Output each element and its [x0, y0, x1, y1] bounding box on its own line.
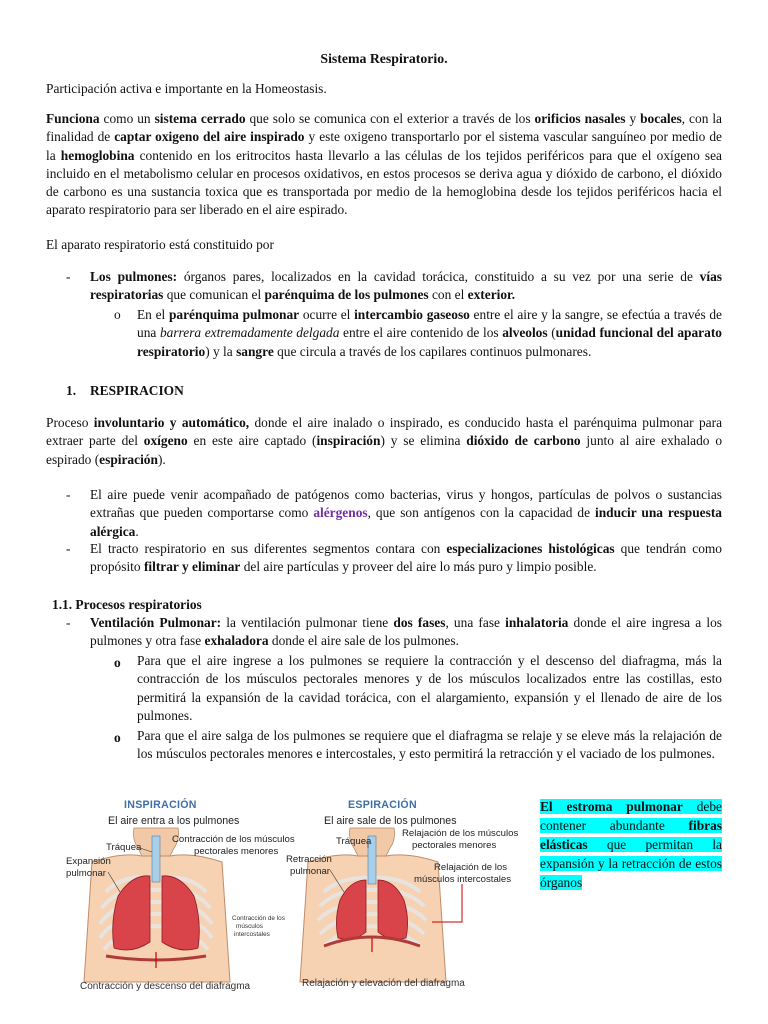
expiration-subtitle: El aire sale de los pulmones: [324, 815, 457, 827]
sub-bullet: o: [114, 307, 121, 322]
list-item-ventilacion: Ventilación Pulmonar: la ventilación pulmonar tiene dos fases, una fase inhalatoria donde el aire ingresa a los pulmones y otra fase exhaladora donde el aire sale de los pulmones.: [90, 615, 722, 649]
trachea: [152, 836, 160, 882]
subsection-heading-procesos: 1.1. Procesos respiratorios: [52, 597, 202, 612]
paragraph-constituido: El aparato respiratorio está constituido por: [46, 237, 274, 252]
label-interc-1: Relajación de los: [434, 862, 508, 873]
list-item-tracto: El tracto respiratorio en sus diferentes segmentos contara con especializaciones histológicas que tendrán como propósito filtrar y eliminar del aire partículas y proveer del aire lo más puro y limpio posible.: [90, 541, 723, 575]
sub-item-salida-aire: Para que el aire salga de los pulmones se requiere que el diafragma se relaje y se eleve más la relajación de los músculos pectorales menores e intercostales, y esto permitirá la retracción y el vaciado de los pulmones.: [137, 728, 722, 762]
label-retraccion-1: Retracción: [286, 854, 332, 865]
label-interc-1: Contracción de los: [232, 915, 285, 922]
paragraph-proceso: Proceso involuntario y automático, donde el aire inalado o inspirado, es conducido hasta el parénquima pulmonar para extraer parte del oxígeno en este aire captado (inspiración) y se elimina dióxido de carbono junto al aire exhalado o espirado (espiración).: [46, 415, 723, 467]
list-bullet: -: [66, 269, 71, 284]
label-relaj-2: pectorales menores: [412, 840, 497, 851]
inspiration-caption: Contracción y descenso del diafragma: [80, 981, 251, 992]
label-expansion-2: pulmonar: [66, 868, 106, 879]
expiration-panel: [286, 798, 518, 989]
sub-item-ingreso-aire: Para que el aire ingrese a los pulmones se requiere la contracción y el descenso del diafragma, más la contracción de los músculos pectorales menores y de los músculos localizados entre las costillas, esto permitirá la expansión de la cavidad torácica, con el alargamiento, expansión y el llenado de aire de los pulmones.: [137, 653, 722, 723]
list-item-patogenos: El aire puede venir acompañado de patógenos como bacterias, virus y hongos, partículas de polvos o sustancias extrañas que pueden comportarse como alérgenos, que son antígenos con la capacidad de inducir una respuesta alérgica.: [90, 487, 722, 539]
document-title: Sistema Respiratorio.: [320, 51, 448, 66]
label-relaj-1: Relajación de los músculos: [402, 828, 519, 839]
respiration-figure: [62, 792, 530, 1002]
sub-item-parenquima: En el parénquima pulmonar ocurre el intercambio gaseoso entre el aire y la sangre, se efectúa a través de una barrera extremadamente delgada entre el aire contenido de los alveolos (unidad funcional del aparato respiratorio) y la sangre que circula a través de los capilares continuos pulmonares.: [137, 307, 722, 359]
label-interc-3: intercostales: [234, 931, 270, 938]
list-bullet: -: [66, 615, 71, 630]
list-bullet: -: [66, 487, 71, 502]
inspiration-subtitle: El aire entra a los pulmones: [108, 815, 240, 827]
expiration-caption: Relajación y elevación del diafragma: [302, 978, 465, 989]
list-item-pulmones: Los pulmones: órganos pares, localizados en la cavidad torácica, constituido a su vez por una serie de vías respiratorias que comunican el parénquima de los pulmones con el exterior.: [90, 269, 722, 303]
label-contraccion-2: pectorales menores: [194, 846, 279, 857]
label-interc-2: músculos intercostales: [414, 874, 512, 885]
inspiration-panel: [66, 798, 295, 992]
label-interc-2: músculos: [236, 923, 263, 930]
inspiration-title: INSPIRACIÓN: [124, 799, 197, 811]
label-contraccion-1: Contracción de los músculos: [172, 834, 295, 845]
label-expansion-1: Expansión: [66, 856, 111, 867]
expiration-title: ESPIRACIÓN: [348, 799, 417, 811]
label-traquea: Tráquea: [336, 836, 372, 847]
label-retraccion-2: pulmonar: [290, 866, 330, 877]
sub-bullet: o: [114, 655, 121, 670]
intro-paragraph: Participación activa e importante en la Homeostasis.: [46, 81, 327, 96]
paragraph-funciona: Funciona como un sistema cerrado que solo se comunica con el exterior a través de los orificios nasales y bocales, con la finalidad de captar oxigeno del aire inspirado y este oxigeno transportarlo por el sistema vascular sanguíneo por medio de la hemoglobina contenido en los eritrocitos hasta llevarlo a las células de los tejidos periféricos para que el oxígeno sea incluido en el metabolismo celular en procesos oxidativos, en estos procesos se deriva agua y dióxido de carbono, el dióxido de carbono es una sustancia toxica que es transportada por medio de la hemoglobina desde los tejidos periféricos hacia el aparato respiratorio para ser liberado en el aire espirado.: [46, 111, 722, 218]
sub-bullet: o: [114, 730, 121, 745]
label-traquea: Tráquea: [106, 842, 142, 853]
highlighted-note: El estroma pulmonar debe contener abundante fibras elásticas que permitan la expansión y la retracción de estos órganos: [540, 799, 722, 890]
list-bullet: -: [66, 541, 71, 556]
section-heading-respiracion: 1. RESPIRACION: [66, 383, 184, 398]
